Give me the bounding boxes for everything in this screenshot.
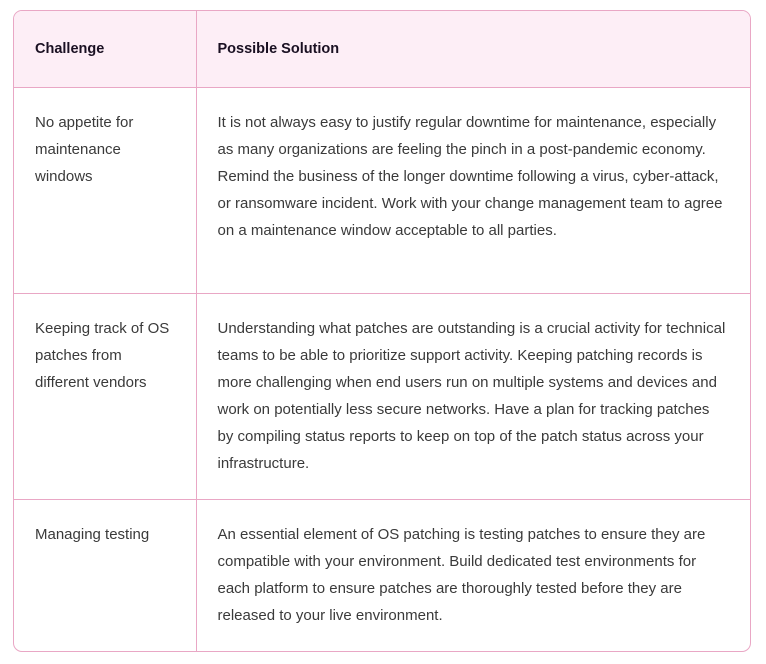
header-possible-solution: Possible Solution (196, 11, 750, 87)
table-row (14, 499, 750, 652)
solution-cell: It is not always easy to justify regular downtime for maintenance, especially as many organizations are feeling the pinch in a post-pandemic economy. Remind the business of the longer downtime following a virus, cyber-attack, or ransomware incident. Work with your change management team to agree on a maintenance window acceptable to all parties. (196, 87, 750, 293)
solution-cell: Understanding what patches are outstanding is a crucial activity for technical teams to be able to prioritize support activity. Keeping patching records is more challenging when end users run on multiple systems and devices and work on potentially less secure networks. Have a plan for tracking patches by compiling status reports to keep on top of the patch status across your infrastructure. (196, 293, 750, 499)
header-challenge: Challenge (14, 11, 196, 87)
solution-cell: An essential element of OS patching is testing patches to ensure they are compatible with your environment. Build dedicated test environments for each platform to ensure patches are thoroughly tested before they are released to your live environment. (196, 499, 750, 652)
table-header-row (14, 11, 750, 87)
table-row (14, 87, 750, 293)
challenges-solutions-table (14, 11, 750, 652)
challenges-table-container (13, 10, 751, 652)
challenge-cell: No appetite for maintenance windows (14, 87, 196, 293)
challenge-cell: Managing testing (35, 525, 150, 543)
challenge-cell: Keeping track of OS patches from different vendors (14, 293, 196, 499)
table-row (14, 293, 750, 499)
